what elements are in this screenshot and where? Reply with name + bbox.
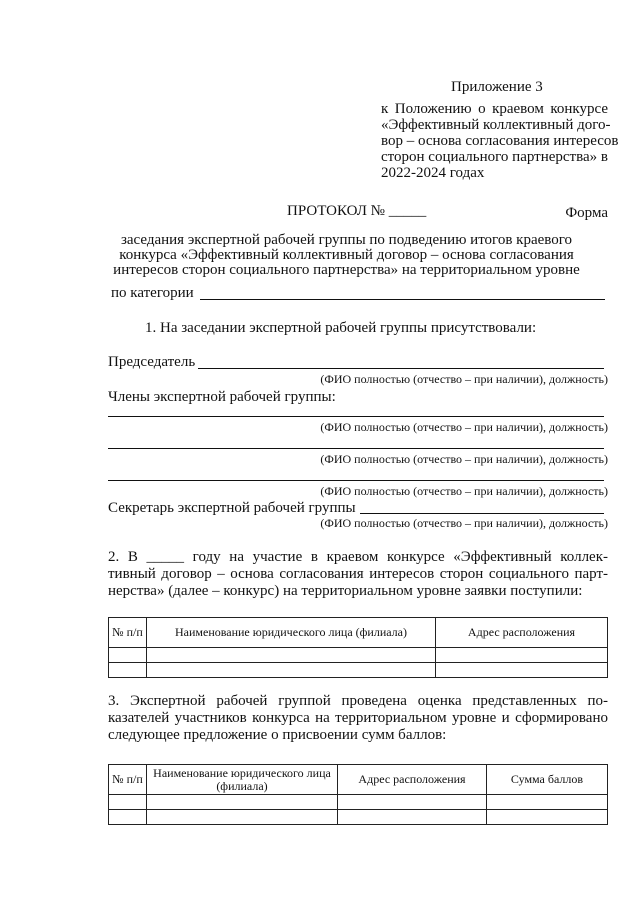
table-cell: [147, 663, 436, 678]
table-cell: [109, 810, 147, 825]
scores-table: [108, 764, 608, 825]
table-cell: [338, 810, 487, 825]
section1-heading: 1. На заседании экспертной рабочей группы присутствовали:: [145, 320, 537, 336]
appendix-line: сторон социального партнерства» в: [381, 149, 608, 165]
appendix-title: Приложение 3: [451, 79, 543, 95]
section2-line: нерства» (далее – конкурс) на территориальном уровне заявки поступили:: [108, 583, 583, 599]
table-header: Сумма баллов: [487, 765, 608, 795]
table-cell: [487, 810, 608, 825]
table-cell: [338, 795, 487, 810]
table-cell: [109, 663, 147, 678]
members-label: Члены экспертной рабочей группы:: [108, 389, 336, 405]
table-header: Адрес расположения: [436, 618, 608, 648]
member-line: [108, 448, 604, 449]
table-cell: [147, 795, 338, 810]
table-cell: [147, 648, 436, 663]
table-cell: [436, 663, 608, 678]
secretary-line: [360, 513, 604, 514]
table-header: Наименование юридического лица (филиала): [147, 618, 436, 648]
table-cell: [109, 648, 147, 663]
form-label: Форма: [565, 205, 608, 221]
section3-line: казателей участников конкурса на территориальном уровне и сформировано: [108, 710, 608, 726]
section2-line: 2. В _____ году на участие в краевом конкурсе «Эффективный коллек-: [108, 549, 608, 565]
table-header: Адрес расположения: [338, 765, 487, 795]
fio-hint: (ФИО полностью (отчество – при наличии), должность): [320, 484, 608, 498]
table-row: [109, 795, 608, 810]
subtitle-line: конкурса «Эффективный коллективный договор – основа согласования: [119, 247, 574, 263]
appendix-line: вор – основа согласования интересов: [381, 133, 619, 149]
subtitle-line: интересов сторон социального партнерства» на территориальном уровне: [113, 262, 580, 278]
section3-line: следующее предложение о присвоении сумм баллов:: [108, 727, 447, 743]
appendix-line: 2022-2024 годах: [381, 165, 485, 181]
appendix-line: «Эффективный коллективный дого-: [381, 117, 611, 133]
subtitle-line: заседания экспертной рабочей группы по подведению итогов краевого: [120, 232, 573, 248]
applications-table: [108, 617, 608, 678]
chair-line: [198, 368, 604, 369]
table-header: № п/п: [109, 765, 147, 795]
category-label: по категории: [111, 285, 194, 301]
table-header: № п/п: [109, 618, 147, 648]
secretary-label: Секретарь экспертной рабочей группы: [108, 500, 356, 516]
chair-label: Председатель: [108, 354, 196, 370]
table-row: [109, 648, 608, 663]
fio-hint: (ФИО полностью (отчество – при наличии), должность): [320, 372, 608, 386]
category-line: [200, 299, 605, 300]
fio-hint: (ФИО полностью (отчество – при наличии), должность): [320, 516, 608, 530]
member-line: [108, 480, 604, 481]
table-header: Наименование юридического лица (филиала): [147, 765, 338, 795]
protocol-title: ПРОТОКОЛ № _____: [287, 203, 427, 219]
member-line: [108, 416, 604, 417]
table-row: [109, 810, 608, 825]
fio-hint: (ФИО полностью (отчество – при наличии), должность): [320, 420, 608, 434]
table-cell: [109, 795, 147, 810]
section3-line: 3. Экспертной рабочей группой проведена оценка представленных по-: [108, 693, 608, 709]
table-cell: [147, 810, 338, 825]
appendix-line: к Положению о краевом конкурсе: [381, 101, 608, 117]
table-cell: [487, 795, 608, 810]
table-cell: [436, 648, 608, 663]
section2-line: тивный договор – основа согласования интересов сторон социального парт-: [108, 566, 608, 582]
fio-hint: (ФИО полностью (отчество – при наличии), должность): [320, 452, 608, 466]
table-row: [109, 663, 608, 678]
